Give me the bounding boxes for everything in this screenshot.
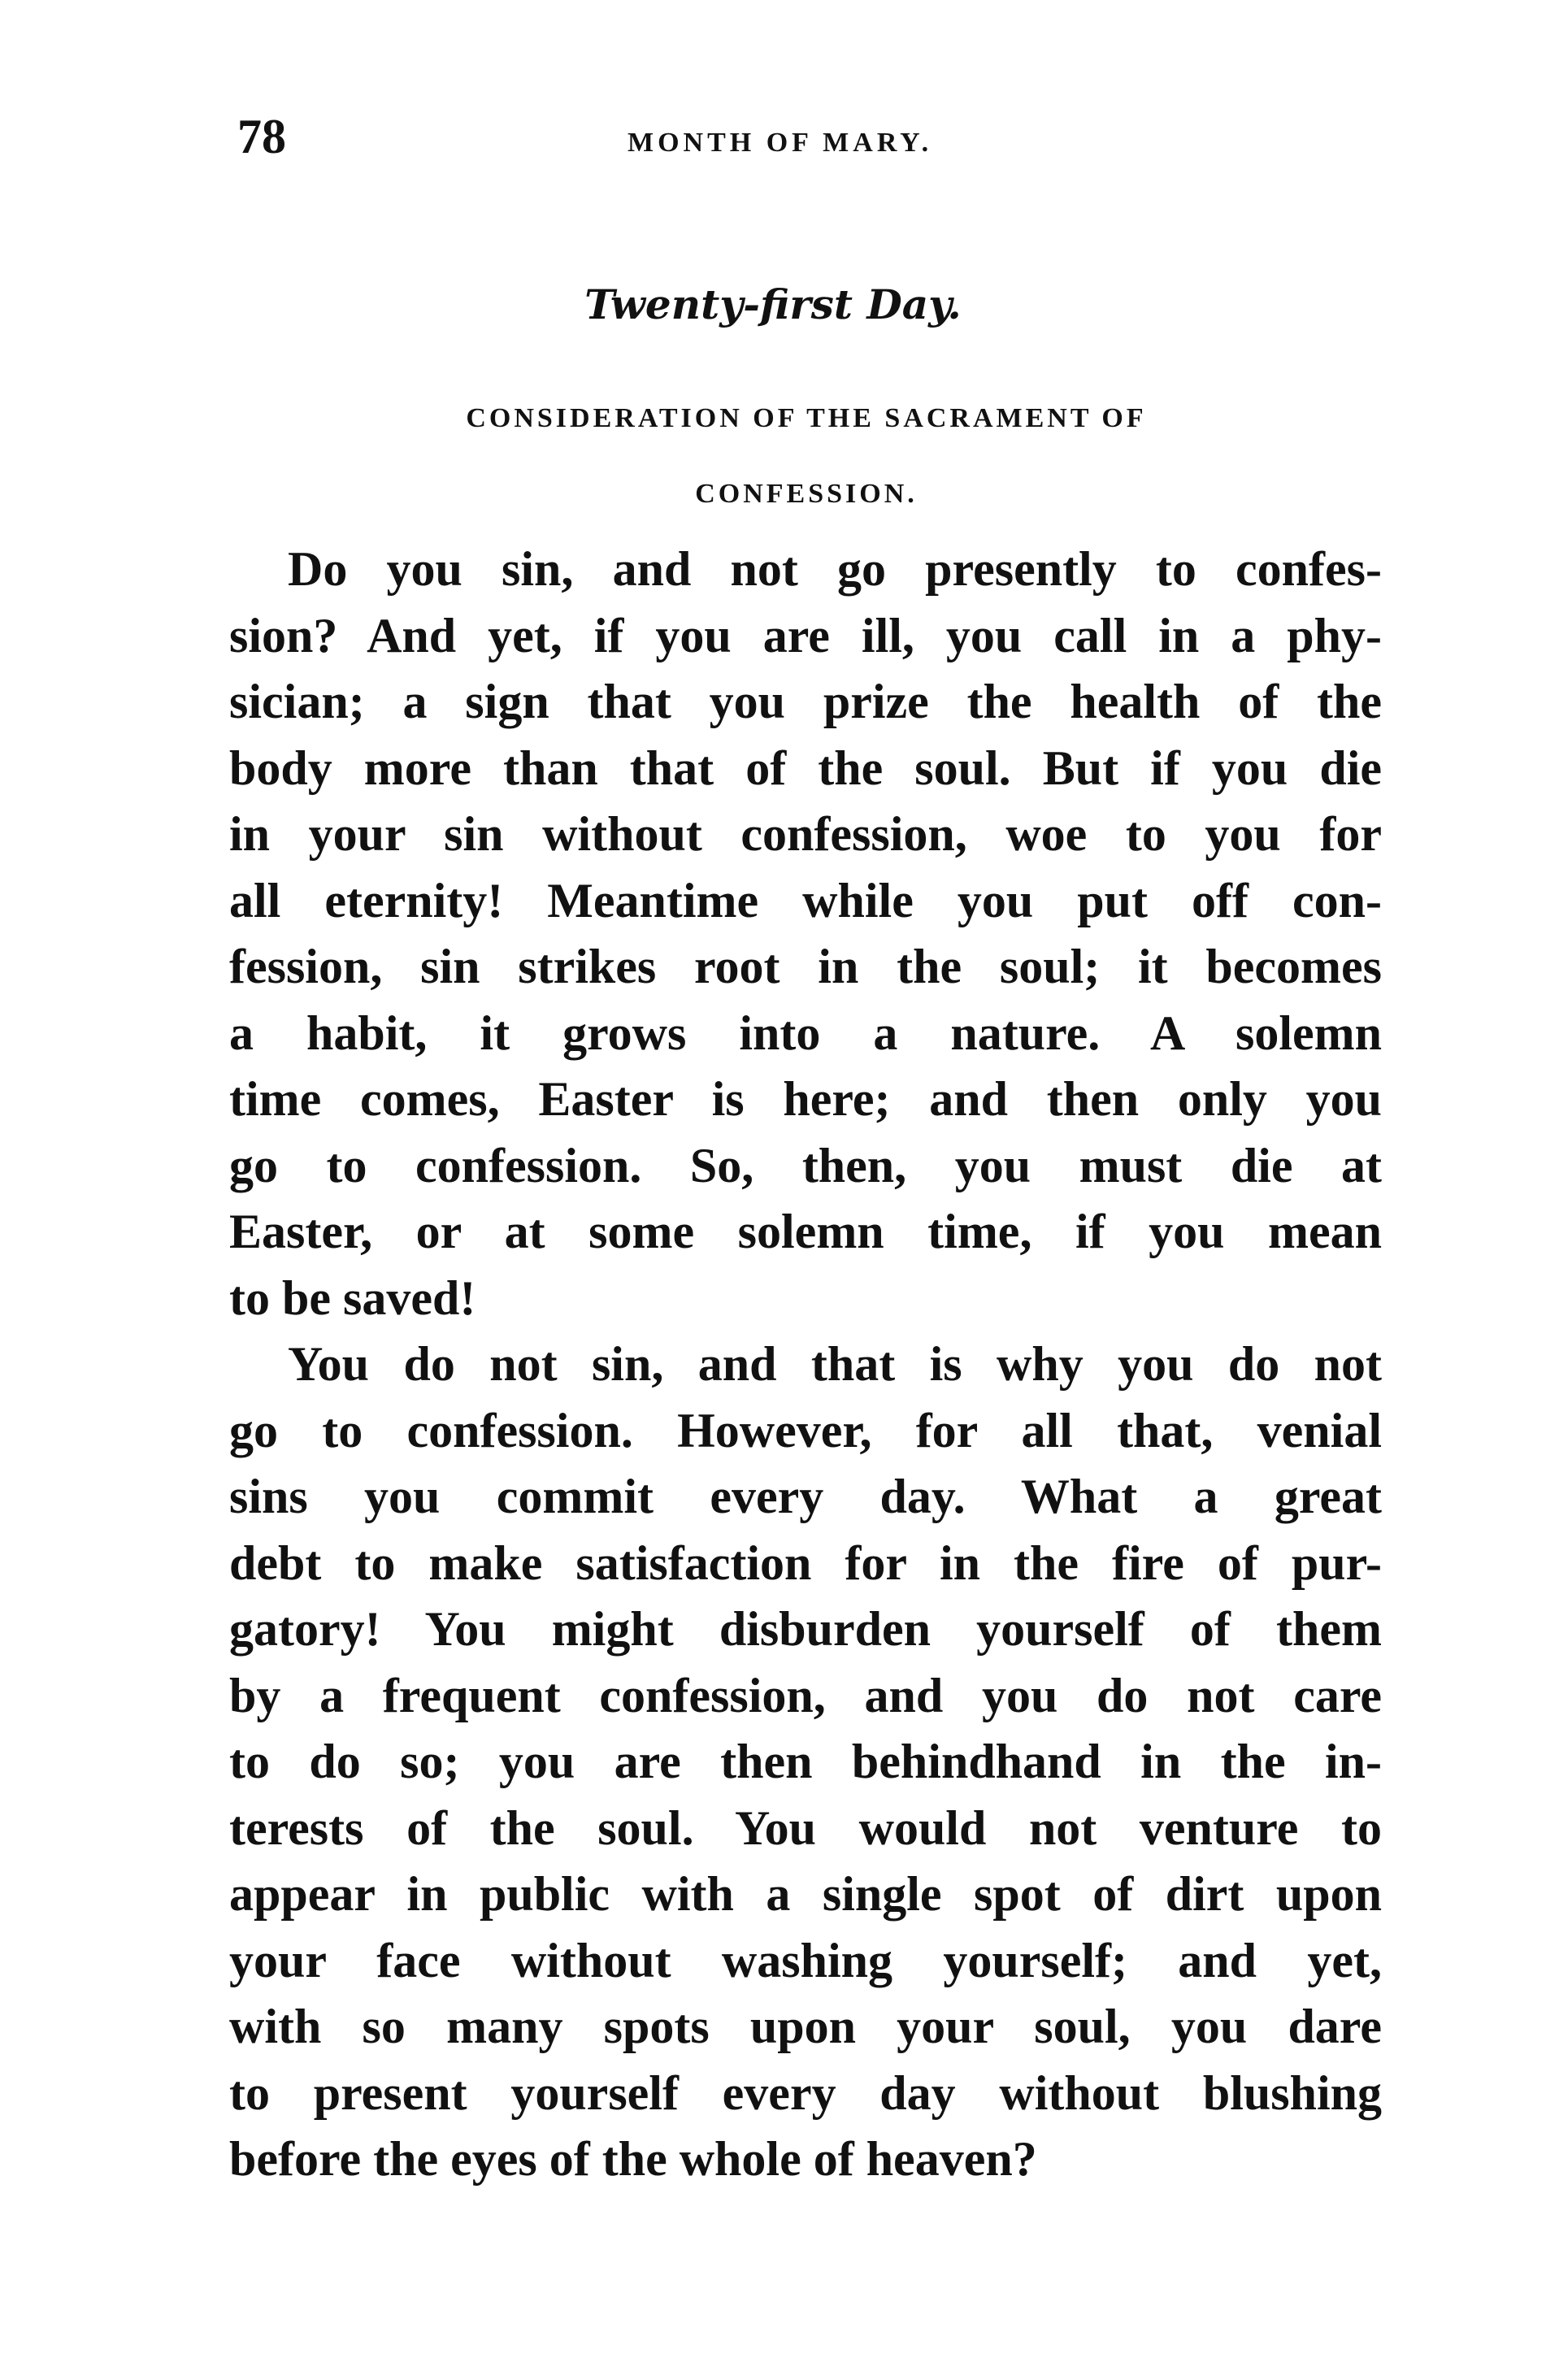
text-line: your face without washing yourself; and yet, [229,1933,1382,1987]
paragraph-2 [229,1331,1382,2193]
text-line: sion? And yet, if you are ill, you call in a phy- [229,608,1382,662]
text-line: sician; a sign that you prize the health of the [229,675,1382,728]
text-line: fession, sin strikes root in the soul; it becomes [229,940,1382,993]
text-line: gatory! You might disburden yourself of them [229,1602,1382,1656]
text-line: to be saved! [229,1270,476,1325]
text-line: sins you commit every day. What a great [229,1470,1382,1523]
text-line: You do not sin, and that is why you do not [288,1337,1382,1391]
text-line: in your sin without confession, woe to you for [229,807,1382,861]
consideration-heading [237,380,1375,532]
text-line: time comes, Easter is here; and then only you [229,1072,1382,1126]
text-line: go to confession. However, for all that, venial [229,1403,1382,1457]
running-title: MONTH OF MARY. [628,128,933,158]
paragraph-1 [229,536,1382,1331]
text-line: by a frequent confession, and you do not care [229,1668,1382,1722]
text-line: body more than that of the soul. But if you die [229,740,1382,795]
text-line: to do so; you are then behindhand in the in- [229,1735,1382,1788]
page-number: 78 [237,110,286,163]
text-line: debt to make satisfaction for in the fire of pur- [229,1535,1382,1590]
day-heading: Twenty-first Day. [584,280,962,328]
text-line: Easter, or at some solemn time, if you mean [229,1205,1382,1258]
text-line: a habit, it grows into a nature. A solemn [229,1005,1382,1060]
text-line: go to confession. So, then, you must die at [229,1138,1382,1192]
body-text [229,536,1382,2193]
running-head [237,104,1375,169]
text-line: terests of the soul. You would not venture to [229,1800,1382,1855]
text-line: before the eyes of the whole of heaven? [229,2132,1037,2186]
consideration-line: CONFESSION. [695,479,918,509]
consideration-line: CONSIDERATION OF THE SACRAMENT OF [466,403,1147,433]
text-line: all eternity! Meantime while you put off con- [229,873,1382,927]
text-line: with so many spots upon your soul, you dare [229,2000,1382,2053]
text-line: Do you sin, and not go presently to confes- [288,542,1382,596]
text-line: to present yourself every day without blushing [229,2065,1382,2120]
text-line: appear in public with a single spot of dirt upon [229,1867,1382,1921]
